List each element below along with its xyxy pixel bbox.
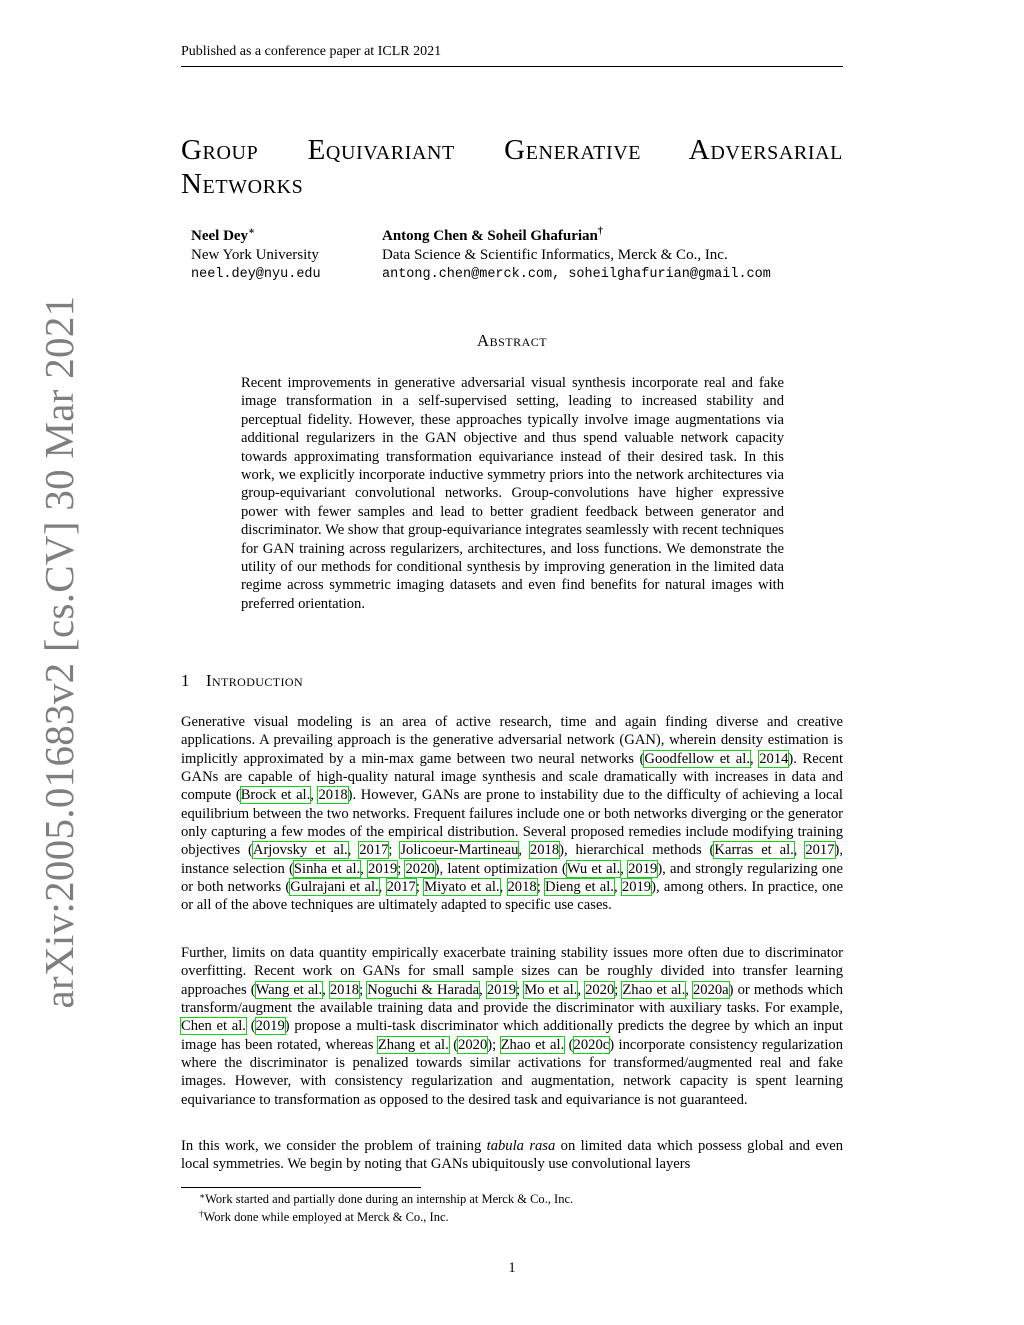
text-run: ( bbox=[245, 1018, 256, 1035]
author-block-1 bbox=[191, 227, 321, 284]
citation-link[interactable]: Zhao et al. bbox=[500, 1036, 565, 1053]
text-run: ; bbox=[359, 981, 368, 998]
abstract-heading: Abstract bbox=[476, 331, 548, 350]
citation-link[interactable]: Miyato et al. bbox=[424, 879, 500, 896]
author-name bbox=[191, 227, 321, 246]
text-run: , bbox=[499, 879, 508, 896]
author-affiliation: New York University bbox=[191, 247, 319, 263]
text-run: ); bbox=[487, 1036, 501, 1053]
text-run: ). However, GANs are prone to instability due to the difficulty of achieving a local equilibrium between the two networks. Frequent failures include one or both networks diverging or the generator only capturing a few modes of the empirical distribution. Several proposed remedies include modifying training objectives ( bbox=[181, 787, 843, 859]
author-footnote-mark[interactable]: ∗ bbox=[248, 226, 255, 237]
citation-link[interactable]: Zhao et al. bbox=[622, 981, 686, 998]
page-number: 1 bbox=[508, 1260, 516, 1276]
footnote-mark: ∗ bbox=[199, 1191, 206, 1201]
citation-link[interactable]: 2020c bbox=[573, 1036, 610, 1053]
citation-link[interactable]: Sinha et al. bbox=[293, 860, 361, 877]
running-header: Published as a conference paper at ICLR 2021 bbox=[181, 44, 442, 59]
citation-link[interactable]: Dieng et al. bbox=[545, 879, 614, 896]
text-run: , bbox=[793, 842, 806, 859]
citation-link[interactable]: 2019 bbox=[368, 860, 398, 877]
citation-link[interactable]: Goodfellow et al. bbox=[644, 750, 750, 767]
text-run: , bbox=[620, 860, 629, 877]
text-run: ; bbox=[388, 842, 401, 859]
citation-link[interactable]: 2020 bbox=[458, 1036, 488, 1053]
citation-link[interactable]: Mo et al. bbox=[524, 981, 578, 998]
author-email[interactable]: antong.chen@merck.com, soheilghafurian@gmail.com bbox=[382, 267, 771, 282]
citation-link[interactable]: Zhang et al. bbox=[377, 1036, 449, 1053]
citation-link[interactable]: 2018 bbox=[507, 879, 537, 896]
text-run: , bbox=[685, 981, 693, 998]
citation-link[interactable]: 2020a bbox=[692, 981, 729, 998]
citation-link[interactable]: 2018 bbox=[329, 981, 360, 998]
arxiv-identifier[interactable]: arXiv:2005.01683v2 [cs.CV] 30 Mar 2021 bbox=[36, 295, 82, 1009]
text-run: ( bbox=[448, 1036, 459, 1053]
emphasis-text: tabula rasa bbox=[486, 1138, 556, 1154]
text-run: Generative visual modeling is an area of active research, time and again finding diverse and creative applications. A prevailing approach is the generative adversarial network (GAN), wherein density estimation is implicitly approximated by a min-max game between two neural networks ( bbox=[181, 714, 843, 767]
section-heading-introduction bbox=[181, 671, 303, 691]
citation-link[interactable]: Arjovsky et al. bbox=[252, 842, 348, 859]
footnote-1 bbox=[199, 1191, 573, 1207]
section-title: Introduction bbox=[205, 671, 304, 690]
title-line-1: Group Equivariant Generative Adversarial bbox=[181, 134, 843, 166]
text-run: ) propose a multi-task discriminator which additionally predicts the degree by which an input image has been rotated, whereas bbox=[181, 1018, 843, 1053]
text-run: ), latent optimization ( bbox=[434, 860, 567, 877]
text-run: ). Recent GANs are capable of high-quality natural image synthesis and scale dramatically with increases in data and compute ( bbox=[181, 750, 844, 804]
text-run: ) incorporate consistency regularization where the discriminator is penalized towards similar activations for transformed/augmented real and fake images. However, with consistency regularization and augmentation, network capacity is spent learning equivariance to transformation as opposed to the desired task and equivariance is not guaranteed. bbox=[181, 1036, 843, 1108]
text-run: , bbox=[518, 842, 530, 859]
author-footnote-mark[interactable]: † bbox=[597, 226, 603, 237]
author-block-2 bbox=[382, 227, 771, 284]
citation-link[interactable]: 2014 bbox=[759, 750, 789, 767]
text-run: , bbox=[378, 879, 387, 896]
text-run: , bbox=[613, 879, 622, 896]
citation-link[interactable]: 2019 bbox=[628, 860, 658, 877]
citation-link[interactable]: 2019 bbox=[486, 981, 517, 998]
section-number: 1 bbox=[181, 671, 190, 690]
citation-link[interactable]: 2017 bbox=[359, 842, 389, 859]
title-line-2: Networks bbox=[181, 168, 304, 200]
text-run: ), instance selection ( bbox=[181, 842, 844, 877]
footnote-rule bbox=[181, 1187, 421, 1188]
text-run: Further, limits on data quantity empirically exacerbate training stability issues more often due to discriminator overfitting. Recent work on GANs for small sample sizes can be roughly divided into transfer learning approaches ( bbox=[181, 945, 843, 998]
citation-link[interactable]: 2019 bbox=[621, 879, 652, 896]
citation-link[interactable]: Wu et al. bbox=[566, 860, 621, 877]
text-run: ), hierarchical methods ( bbox=[559, 842, 715, 859]
text-run: ), and strongly regularizing one or both networks ( bbox=[181, 860, 844, 896]
abstract-text: Recent improvements in generative adversarial visual synthesis incorporate real and fake image transformation in a self-supervised setting, leading to increased stability and perceptual fidelity. However, these approaches typically involve image augmentations via additional regularizers in the GAN objective and thus spend valuable network capacity towards approximating transformation equivariance instead of their desired task. In this work, we explicitly incorporate inductive symmetry priors into the network architectures via group-equivariant convolutional networks. Group-convolutions have higher expressive power with fewer samples and lead to better gradient feedback between generator and discriminator. We show that group-equivariance integrates seamlessly with recent techniques for GAN training across regularizers, architectures, and loss functions. We demonstrate the utility of our methods for conditional synthesis by improving generation in the limited data regime across symmetric imaging datasets and even find benefits for natural images with preferred orientation. bbox=[241, 375, 784, 612]
text-run: ; bbox=[397, 860, 406, 877]
text-run: , bbox=[577, 981, 586, 998]
text-run: In this work, we consider the problem of training bbox=[181, 1138, 487, 1154]
text-run: ; bbox=[415, 879, 425, 896]
text-run: ) or methods which transform/augment the available training data and provide the discriminator with auxiliary tasks. For example, bbox=[181, 981, 844, 1017]
text-run: , bbox=[347, 842, 360, 859]
text-run: , bbox=[479, 981, 487, 998]
citation-link[interactable]: 2017 bbox=[386, 879, 416, 896]
text-run: ; bbox=[516, 981, 525, 998]
footnote-text: Work done while employed at Merck & Co., Inc. bbox=[203, 1210, 449, 1224]
citation-link[interactable]: Noguchi & Harada bbox=[367, 981, 480, 998]
author-affiliation: Data Science & Scientific Informatics, Merck & Co., Inc. bbox=[382, 247, 728, 263]
footnote-2 bbox=[199, 1209, 449, 1225]
citation-link[interactable]: Gulrajani et al. bbox=[290, 879, 379, 896]
citation-link[interactable]: Wang et al. bbox=[255, 981, 323, 998]
author-email[interactable]: neel.dey@nyu.edu bbox=[191, 267, 321, 282]
header-rule bbox=[181, 66, 843, 67]
text-run: ; bbox=[536, 879, 546, 896]
citation-link[interactable]: 2017 bbox=[805, 842, 835, 859]
text-run: , bbox=[360, 860, 369, 877]
citation-link[interactable]: 2019 bbox=[255, 1018, 285, 1035]
citation-link[interactable]: Karras et al. bbox=[714, 842, 794, 859]
author-name-text: Neel Dey bbox=[191, 228, 249, 244]
citation-link[interactable]: Brock et al. bbox=[240, 787, 311, 804]
footnote-text: Work started and partially done during an internship at Merck & Co., Inc. bbox=[205, 1192, 574, 1206]
text-run: ), among others. In practice, one or all of the above techniques are ultimately adapted to specific use cases. bbox=[181, 879, 844, 914]
citation-link[interactable]: 2018 bbox=[529, 842, 560, 859]
author-name-text: Antong Chen & Soheil Ghafurian bbox=[382, 228, 598, 244]
text-run: ( bbox=[564, 1036, 574, 1053]
citation-link[interactable]: Jolicoeur-Martineau bbox=[400, 842, 519, 859]
text-run: ; bbox=[614, 981, 623, 998]
author-name bbox=[382, 227, 771, 246]
paper-title bbox=[181, 133, 843, 201]
text-run: on limited data which possess global and even local symmetries. We begin by noting that GANs ubiquitously use convolutional layers bbox=[181, 1138, 844, 1173]
intro-paragraph-1 bbox=[181, 713, 843, 915]
citation-link[interactable]: 2020 bbox=[405, 860, 435, 877]
intro-paragraph-3 bbox=[181, 1137, 843, 1174]
footnote-mark: † bbox=[199, 1209, 204, 1219]
text-run: , bbox=[749, 750, 760, 767]
citation-link[interactable]: Chen et al. bbox=[181, 1018, 246, 1035]
text-run: , bbox=[310, 787, 319, 804]
text-run: , bbox=[322, 981, 330, 998]
citation-link[interactable]: 2018 bbox=[318, 787, 348, 804]
intro-paragraph-2 bbox=[181, 944, 843, 1109]
citation-link[interactable]: 2020 bbox=[585, 981, 615, 998]
